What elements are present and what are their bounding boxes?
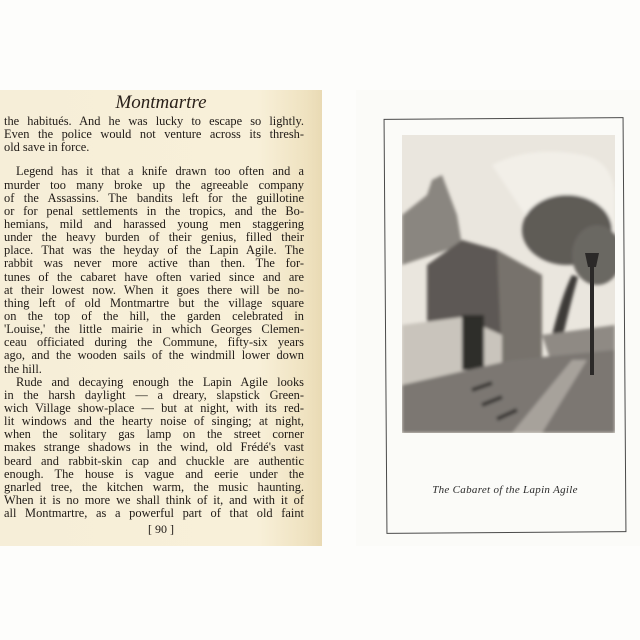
text-line: Even the police would not venture across its thresh-: [4, 127, 304, 142]
text-line: 'Louise,' the little mairie in which Georges Clemen-: [4, 322, 304, 337]
plate-caption: The Cabaret of the Lapin Agile: [432, 484, 578, 496]
text-line: makes strange shadows in the wind, old Frédé's vast: [4, 440, 304, 455]
text-line: wich Village show-place — but at night, with its red-: [4, 400, 304, 415]
text-line: old save in force.: [4, 140, 90, 155]
text-line: at their lowest now. When it goes there will be no-: [4, 282, 304, 297]
text-line: rabbit was never more active than then. The for-: [4, 256, 304, 271]
text-line: all Montmartre, as a powerful part of that old faint: [4, 506, 304, 521]
left-page: [0, 90, 322, 546]
text-line: on the top of the hill, the garden celebrated in: [4, 308, 304, 323]
text-line: enough. The house is vague and eerie under the: [4, 466, 304, 481]
text-line: when the solitary gas lamp on the street corner: [4, 427, 304, 442]
text-line: Rude and decaying enough the Lapin Agile looks: [16, 374, 304, 389]
text-line: of the Assassins. The bandits left for the guillotine: [4, 190, 304, 205]
text-line: ceau officiated during the Commune, fifty-six years: [4, 335, 304, 350]
paragraph-1: [4, 115, 304, 154]
text-line: ago, and the wooden sails of the windmill lower down: [4, 348, 304, 363]
paragraph-2: [4, 165, 304, 375]
text-line: the habitués. And he was lucky to escape so lightly.: [4, 114, 304, 128]
text-line: thing left of old Montmartre but the village square: [4, 295, 304, 310]
text-line: lit windows and the hearty noise of singing; at night,: [4, 414, 304, 429]
page-number: [ 90 ]: [148, 522, 174, 536]
text-line: Legend has it that a knife drawn too often and a: [16, 164, 304, 179]
text-line: under the heavy burden of their genius, filled their: [4, 230, 304, 245]
body-text: [4, 115, 304, 520]
paragraph-3: [4, 376, 304, 521]
text-line: hemians, mild and harassed young men staggering: [4, 216, 304, 231]
text-line: in the harsh daylight — a dreary, slapstick Green-: [4, 387, 304, 402]
illustration-lapin-agile: [402, 135, 615, 433]
text-line: or for penal settlements in the tropics, and the Bo-: [4, 203, 304, 218]
running-head: Montmartre: [115, 92, 207, 113]
text-line: beard and rabbit-skin cap and chuckle are authentic: [4, 453, 304, 468]
text-line: place. That was the heyday of the Lapin Agile. The: [4, 243, 304, 258]
text-line: When it is no more we shall think of it, and with it of: [4, 492, 304, 507]
text-line: tunes of the cabaret have often varied since and are: [4, 269, 304, 284]
text-line: gnarled tree, the kitchen warm, the music haunting.: [4, 479, 304, 494]
text-line: the hill.: [4, 361, 42, 376]
text-line: murder too many broke up the agreeable company: [4, 177, 304, 192]
